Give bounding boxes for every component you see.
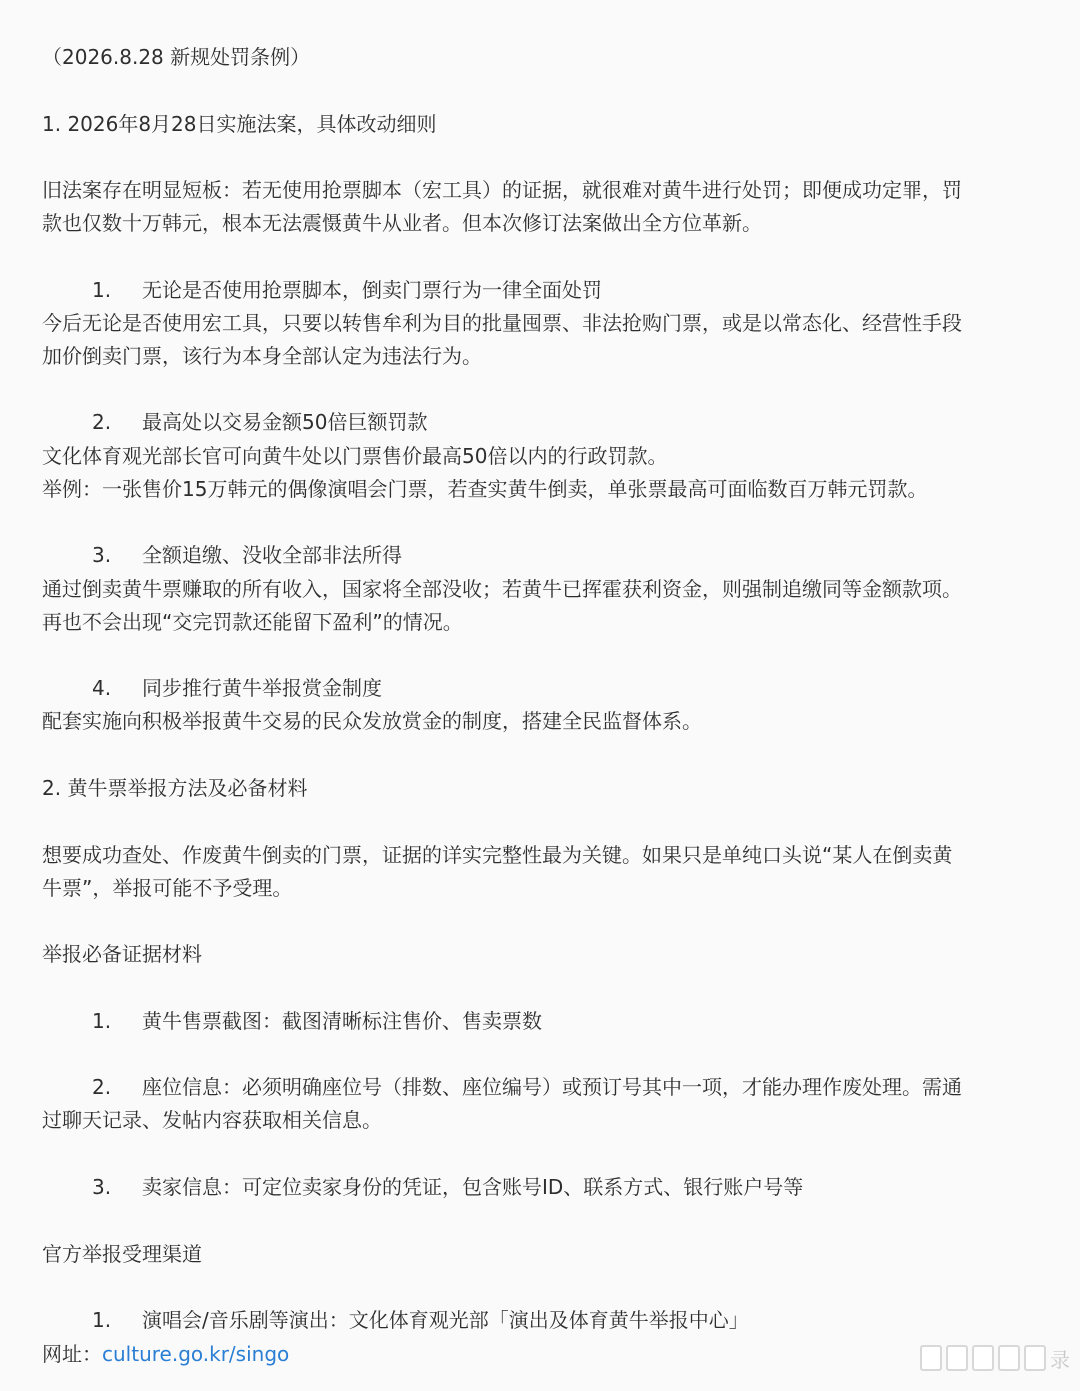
list-number: 1. xyxy=(92,1308,112,1332)
section-2-intro-line: 牛票”，举报可能不予受理。 xyxy=(42,876,293,900)
list-number: 4. xyxy=(92,676,112,700)
url-link[interactable]: culture.go.kr/singo xyxy=(102,1342,290,1366)
item-text: 文化体育观光部长官可向黄牛处以门票售价最高50倍以内的行政罚款。 xyxy=(42,444,668,468)
item-text: 通过倒卖黄牛票赚取的所有收入，国家将全部没收；若黄牛已挥霍获利资金，则强制追缴同等金额款项。 xyxy=(42,577,962,601)
list-number: 3. xyxy=(92,1175,112,1199)
list-number: 2. xyxy=(92,410,112,434)
item-text: 今后无论是否使用宏工具，只要以转售牟利为目的批量囤票、非法抢购门票，或是以常态化、经营性手段 xyxy=(42,311,962,335)
watermark-box-icon xyxy=(920,1345,942,1371)
section-1-title: 1. 2026年8月28日实施法案，具体改动细则 xyxy=(42,112,437,136)
list-number: 1. xyxy=(92,1009,112,1033)
watermark-box-icon xyxy=(1024,1345,1046,1371)
section-2-intro-line: 想要成功查处、作废黄牛倒卖的门票，证据的详实完整性最为关键。如果只是单纯口头说“某人在倒卖黄 xyxy=(42,843,953,867)
watermark-box-icon xyxy=(946,1345,968,1371)
section-1-intro-line: 旧法案存在明显短板：若无使用抢票脚本（宏工具）的证据，就很难对黄牛进行处罚；即便成功定罪，罚 xyxy=(42,178,962,202)
list-number: 3. xyxy=(92,543,112,567)
item-heading: 无论是否使用抢票脚本，倒卖门票行为一律全面处罚 xyxy=(142,278,602,302)
item-text: 加价倒卖门票，该行为本身全部认定为违法行为。 xyxy=(42,344,482,368)
url-label: 网址： xyxy=(42,1342,102,1366)
item-text: 举例：一张售价15万韩元的偶像演唱会门票，若查实黄牛倒卖，单张票最高可面临数百万韩元罚款。 xyxy=(42,477,928,501)
watermark-box-icon xyxy=(972,1345,994,1371)
channel-item: 演唱会/音乐剧等演出：文化体育观光部「演出及体育黄牛举报中心」 xyxy=(142,1308,749,1332)
watermark-text: 录 xyxy=(1050,1347,1070,1372)
header-note: （2026.8.28 新规处罚条例） xyxy=(42,45,311,69)
url-line xyxy=(42,1337,289,1371)
evidence-item-continued: 过聊天记录、发帖内容获取相关信息。 xyxy=(42,1108,382,1132)
section-1-intro-line: 款也仅数十万韩元，根本无法震慑黄牛从业者。但本次修订法案做出全方位革新。 xyxy=(42,211,762,235)
evidence-item: 座位信息：必须明确座位号（排数、座位编号）或预订号其中一项，才能办理作废处理。需通 xyxy=(142,1075,962,1099)
section-2-title: 2. 黄牛票举报方法及必备材料 xyxy=(42,776,308,800)
item-heading: 同步推行黄牛举报赏金制度 xyxy=(142,676,382,700)
item-heading: 全额追缴、没收全部非法所得 xyxy=(142,543,402,567)
evidence-item: 卖家信息：可定位卖家身份的凭证，包含账号ID、联系方式、银行账户号等 xyxy=(142,1175,804,1199)
evidence-title: 举报必备证据材料 xyxy=(42,942,202,966)
watermark xyxy=(920,1343,1070,1373)
list-number: 2. xyxy=(92,1075,112,1099)
evidence-item: 黄牛售票截图：截图清晰标注售价、售卖票数 xyxy=(142,1009,542,1033)
list-number: 1. xyxy=(92,278,112,302)
item-text: 配套实施向积极举报黄牛交易的民众发放赏金的制度，搭建全民监督体系。 xyxy=(42,709,702,733)
item-heading: 最高处以交易金额50倍巨额罚款 xyxy=(142,410,428,434)
item-text: 再也不会出现“交完罚款还能留下盈利”的情况。 xyxy=(42,610,463,634)
watermark-box-icon xyxy=(998,1345,1020,1371)
channel-title: 官方举报受理渠道 xyxy=(42,1242,202,1266)
